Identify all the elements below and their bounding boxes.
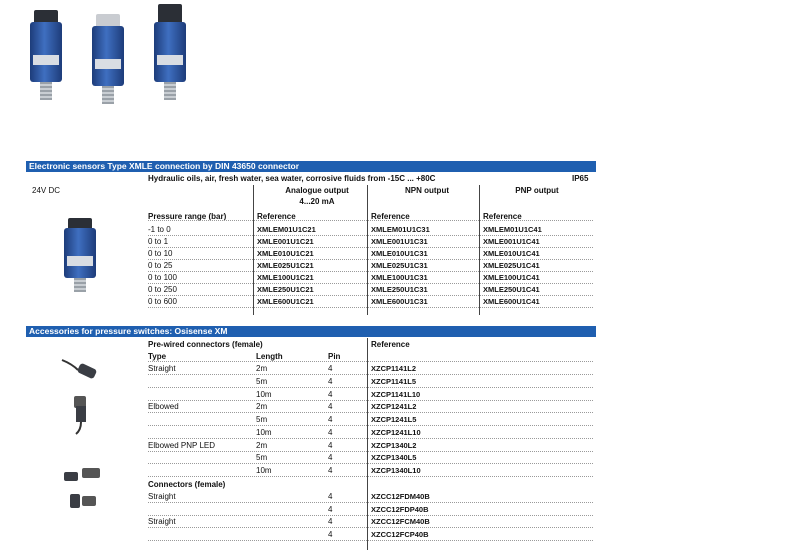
pressure-range: 0 to 1 bbox=[148, 237, 169, 246]
conn-pin: 4 bbox=[328, 492, 333, 501]
supply-voltage: 24V DC bbox=[32, 186, 61, 195]
col-pin-header: Pin bbox=[328, 352, 341, 361]
acc-length: 10m bbox=[256, 390, 272, 399]
ref-analogue: XMLE001U1C21 bbox=[257, 237, 314, 246]
pressure-range: 0 to 600 bbox=[148, 297, 177, 306]
reference-header-3: Reference bbox=[483, 212, 522, 221]
acc-ref: XZCP1141L2 bbox=[371, 364, 417, 373]
conn-ref: XZCC12FDP40B bbox=[371, 505, 429, 514]
acc-length: 5m bbox=[256, 377, 268, 386]
ref-npn: XMLE001U1C31 bbox=[371, 237, 428, 246]
acc-pin: 4 bbox=[328, 390, 333, 399]
fluids-text: Hydraulic oils, air, fresh water, sea water, corrosive fluids from -15C ... +80C bbox=[148, 174, 436, 183]
straight-cable-image bbox=[60, 356, 100, 380]
col-length-header: Length bbox=[256, 352, 283, 361]
acc-pin: 4 bbox=[328, 466, 333, 475]
acc-pin: 4 bbox=[328, 415, 333, 424]
acc-ref: XZCP1340L10 bbox=[371, 466, 421, 475]
ref-npn: XMLE010U1C31 bbox=[371, 249, 428, 258]
ref-npn: XMLE100U1C31 bbox=[371, 273, 428, 282]
ref-pnp: XMLE025U1C41 bbox=[483, 261, 540, 270]
product-image-3 bbox=[154, 4, 186, 124]
acc-ref: XZCP1141L10 bbox=[371, 390, 421, 399]
acc-ref: XZCP1241L10 bbox=[371, 428, 421, 437]
ref-pnp: XMLE600U1C41 bbox=[483, 297, 540, 306]
acc-pin: 4 bbox=[328, 453, 333, 462]
col-analogue-sub: 4...20 mA bbox=[299, 197, 335, 206]
col-pnp-header: PNP output bbox=[515, 186, 559, 195]
acc-length: 2m bbox=[256, 441, 268, 450]
acc-length: 10m bbox=[256, 466, 272, 475]
product-image-2 bbox=[92, 14, 124, 124]
conn-pin: 4 bbox=[328, 505, 333, 514]
acc-pin: 4 bbox=[328, 377, 333, 386]
conn-ref: XZCC12FDM40B bbox=[371, 492, 430, 501]
product-image-1 bbox=[30, 10, 62, 120]
ip-rating: IP65 bbox=[572, 174, 589, 183]
acc-ref: XZCP1241L2 bbox=[371, 402, 417, 411]
ref-analogue: XMLEM01U1C21 bbox=[257, 225, 316, 234]
conn-ref: XZCC12FCM40B bbox=[371, 517, 430, 526]
acc-pin: 4 bbox=[328, 364, 333, 373]
conn-pin: 4 bbox=[328, 517, 333, 526]
sensor-image bbox=[64, 218, 96, 308]
pressure-range: 0 to 10 bbox=[148, 249, 173, 258]
ref-analogue: XMLE025U1C21 bbox=[257, 261, 314, 270]
acc-ref: XZCP1340L5 bbox=[371, 453, 417, 462]
conn-type: Straight bbox=[148, 517, 176, 526]
acc-type: Elbowed PNP LED bbox=[148, 441, 215, 450]
conn-ref: XZCC12FCP40B bbox=[371, 530, 429, 539]
connectors-header: Connectors (female) bbox=[148, 480, 226, 489]
elbowed-cable-image bbox=[66, 394, 96, 436]
acc-pin: 4 bbox=[328, 428, 333, 437]
acc-type: Elbowed bbox=[148, 402, 179, 411]
ref-pnp: XMLE001U1C41 bbox=[483, 237, 540, 246]
ref-npn: XMLE025U1C31 bbox=[371, 261, 428, 270]
ref-npn: XMLE600U1C31 bbox=[371, 297, 428, 306]
pressure-header: Pressure range (bar) bbox=[148, 212, 227, 221]
ref-analogue: XMLE250U1C21 bbox=[257, 285, 314, 294]
pressure-range: 0 to 250 bbox=[148, 285, 177, 294]
conn-type: Straight bbox=[148, 492, 176, 501]
ref-npn: XMLE250U1C31 bbox=[371, 285, 428, 294]
col-analogue-header: Analogue output bbox=[285, 186, 349, 195]
ref-pnp: XMLE100U1C41 bbox=[483, 273, 540, 282]
pressure-range: -1 to 0 bbox=[148, 225, 171, 234]
reference-header-1: Reference bbox=[257, 212, 296, 221]
ref-analogue: XMLE010U1C21 bbox=[257, 249, 314, 258]
acc-length: 2m bbox=[256, 402, 268, 411]
connector-image bbox=[62, 466, 106, 514]
acc-ref: XZCP1241L5 bbox=[371, 415, 417, 424]
ref-analogue: XMLE600U1C21 bbox=[257, 297, 314, 306]
acc-ref: XZCP1340L2 bbox=[371, 441, 417, 450]
ref-pnp: XMLE250U1C41 bbox=[483, 285, 540, 294]
ref-pnp: XMLE010U1C41 bbox=[483, 249, 540, 258]
acc-length: 10m bbox=[256, 428, 272, 437]
acc-pin: 4 bbox=[328, 441, 333, 450]
acc-type: Straight bbox=[148, 364, 176, 373]
pressure-range: 0 to 25 bbox=[148, 261, 173, 270]
acc-length: 5m bbox=[256, 415, 268, 424]
acc-ref: XZCP1141L5 bbox=[371, 377, 417, 386]
acc-length: 5m bbox=[256, 453, 268, 462]
ref-pnp: XMLEM01U1C41 bbox=[483, 225, 542, 234]
section1-title: Electronic sensors Type XMLE connection by DIN 43650 connector bbox=[26, 161, 596, 172]
acc-length: 2m bbox=[256, 364, 268, 373]
section2-title: Accessories for pressure switches: Osisense XM bbox=[26, 326, 596, 337]
reference-header-acc: Reference bbox=[371, 340, 410, 349]
col-type-header: Type bbox=[148, 352, 167, 361]
conn-pin: 4 bbox=[328, 530, 333, 539]
reference-header-2: Reference bbox=[371, 212, 410, 221]
acc-pin: 4 bbox=[328, 402, 333, 411]
prewired-header: Pre-wired connectors (female) bbox=[148, 340, 263, 349]
ref-npn: XMLEM01U1C31 bbox=[371, 225, 430, 234]
col-npn-header: NPN output bbox=[405, 186, 449, 195]
pressure-range: 0 to 100 bbox=[148, 273, 177, 282]
ref-analogue: XMLE100U1C21 bbox=[257, 273, 314, 282]
